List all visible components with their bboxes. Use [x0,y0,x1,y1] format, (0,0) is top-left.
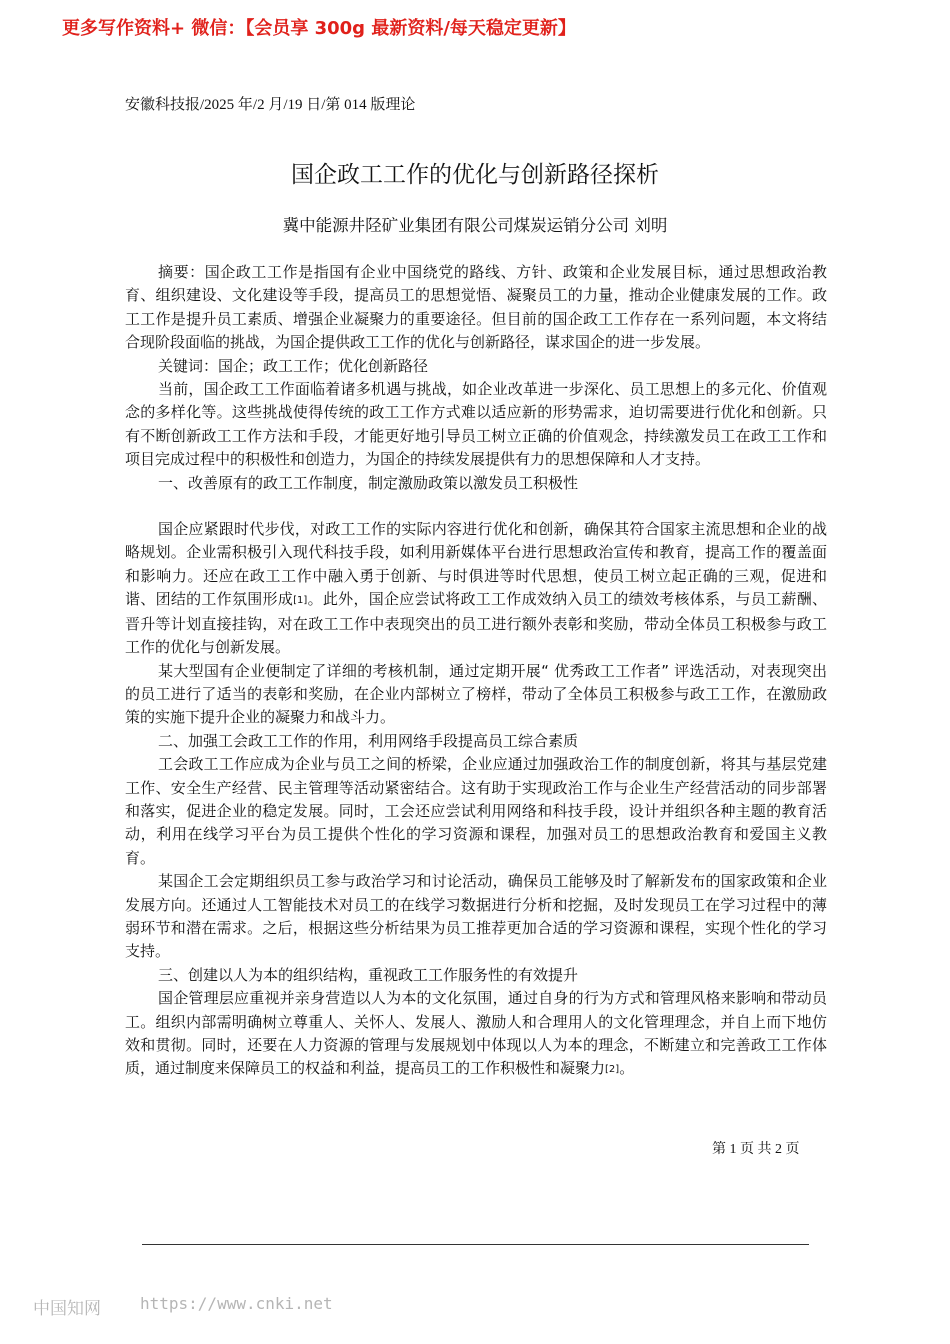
footer-divider [142,1244,809,1245]
body-paragraph: 工会政工工作应成为企业与员工之间的桥梁，企业应通过加强政治工作的制度创新，将其与基层党建工作、安全生产经营、民主管理等活动紧密结合。这有助于实现政治工作与企业生产经营活动的同步部署和落实，促进企业的稳定发展。同时，工会还应尝试利用网络和科技手段，设计并组织各种主题的教育活动，利用在线学习平台为员工提供个性化的学习资源和课程，加强对员工的思想政治教育和爱国主义教育。 [125,755,827,867]
promo-banner: 更多写作资料+ 微信：【会员享 300g 最新资料/每天稳定更新】 [62,18,576,39]
citation-ref: [2] [605,1064,620,1076]
watermark-url: https://www.cnki.net [140,1294,333,1313]
body-paragraph [125,518,827,659]
citation-ref: [1] [293,595,308,607]
abstract-paragraph: 摘要：国企政工工作是指国有企业中国绕党的路线、方针、政策和企业发展目标，通过思想政治教育、组织建设、文化建设等手段，提高员工的思想觉悟、凝聚员工的力量，推动企业健康发展的工作。政工工作是提升员工素质、增强企业凝聚力的重要途径。但目前的国企政工工作存在一系列问题，本文将结合现阶段面临的挑战，为国企提供政工工作的优化与创新路径，谋求国企的进一步发展。 [125,263,827,352]
keywords-paragraph: 关键词：国企；政工工作；优化创新路径 [158,356,429,375]
body-paragraph: 某大型国有企业便制定了详细的考核机制，通过定期开展“ 优秀政工工作者” 评选活动，对表现突出的员工进行了适当的表彰和奖励，在企业内部树立了榜样，带动了全体员工积极参与政工工作，在激励政策的实施下提升企业的凝聚力和战斗力。 [125,661,827,727]
watermark-site-name: 中国知网 [33,1299,101,1319]
article-author: 冀中能源井陉矿业集团有限公司煤炭运销分公司 刘明 [282,216,668,235]
section-heading-3: 三、创建以人为本的组织结构，重视政工工作服务性的有效提升 [158,965,579,984]
paragraph-text: 。 [619,1059,635,1078]
body-paragraph: 某国企工会定期组织员工参与政治学习和讨论活动，确保员工能够及时了解新发布的国家政策和企业发展方向。还通过人工智能技术对员工的在线学习数据进行分析和挖掘，及时发现员工在学习过程中的薄弱环节和潜在需求。之后，根据这些分析结果为员工推荐更加合适的学习资源和课程，实现个性化的学习支持。 [125,872,827,961]
body-paragraph [125,987,827,1082]
section-heading-2: 二、加强工会政工工作的作用，利用网络手段提高员工综合素质 [158,731,579,750]
source-line: 安徽科技报/2025 年/2 月/19 日/第 014 版理论 [125,97,416,113]
article-body [125,261,827,1082]
paragraph-text: 国企管理层应重视并亲身营造以人为本的文化氛围，通过自身的行为方式和管理风格来影响和带动员工。组织内部需明确树立尊重人、关怀人、发展人、激励人和合理用人的文化管理理念，并自上而下地仿效和贯彻。同时，还要在人力资源的管理与发展规划中体现以人为本的理念，不断建立和完善政工工作体质，通过制度来保障员工的权益和利益，提高员工的工作积极性和凝聚力 [125,989,827,1078]
section-heading-1: 一、改善原有的政工工作制度，制定激励政策以激发员工积极性 [158,473,579,492]
page-indicator: 第 1 页 共 2 页 [712,1142,800,1157]
paragraph-text: 国企应紧跟时代步伐，对政工工作的实际内容进行优化和创新，确保其符合国家主流思想和企业的战略规划。企业需积极引入现代科技手段，如利用新媒体平台进行思想政治宣传和教育，提高工作的覆盖面和影响力。还应在政工工作中融入勇于创新、与时俱进等时代思想，使员工树立起正确的三观，促进和谐、团结的工作氛围形成 [125,520,827,609]
intro-paragraph: 当前，国企政工工作面临着诸多机遇与挑战，如企业改革进一步深化、员工思想上的多元化、价值观念的多样化等。这些挑战使得传统的政工工作方式难以适应新的形势需求，迫切需要进行优化和创新。只有不断创新政工工作方法和手段，才能更好地引导员工树立正确的价值观念，持续激发员工在政工工作和项目完成过程中的积极性和创造力，为国企的持续发展提供有力的思想保障和人才支持。 [125,380,827,469]
article-title: 国企政工工作的优化与创新路径探析 [291,162,659,188]
paragraph-text: 。此外，国企应尝试将政工工作成效纳入员工的绩效考核体系，与员工薪酬、晋升等计划直接挂钩，对在政工工作中表现突出的员工进行额外表彰和奖励，带动全体员工积极参与政工工作的优化与创新发展。 [125,590,827,657]
